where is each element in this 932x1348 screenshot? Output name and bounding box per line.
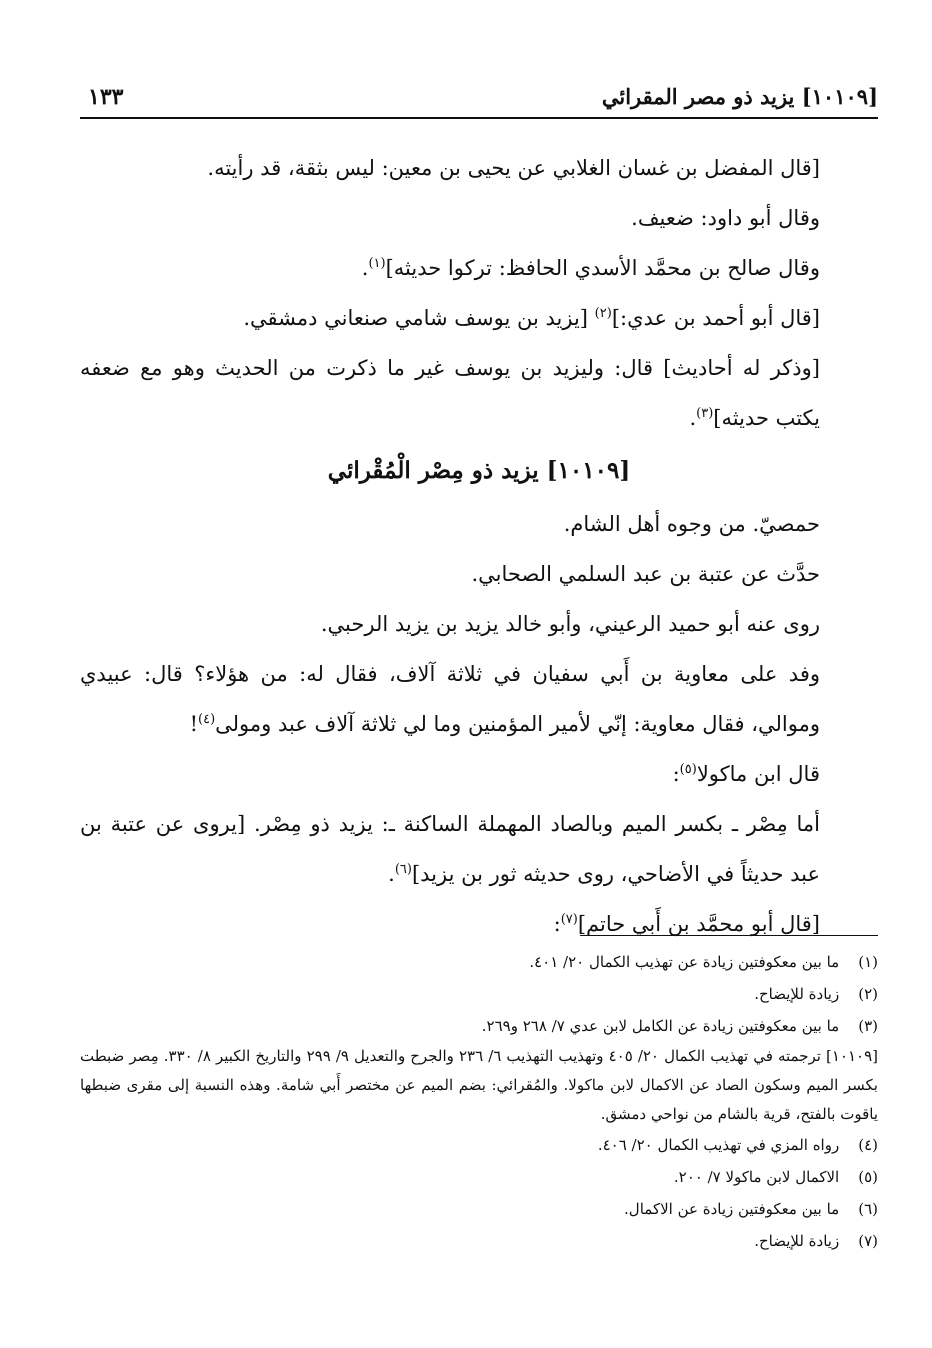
main-text [80, 143, 878, 949]
footnote-number: (٣) [858, 1017, 878, 1035]
paragraph: أما مِصْر ـ بكسر الميم وبالصاد المهملة الساكنة ـ: يزيد ذو مِصْر. [يروى عن عتبة بن عبد حديثاً في الأضاحي، روى حديثه ثور بن يزيد]$^{(٦)}$. [80, 812, 820, 886]
footnote-number: (٢) [858, 985, 878, 1003]
biography-note: [١٠١٠٩] ترجمته في تهذيب الكمال ٢٠/ ٤٠٥ وتهذيب التهذيب ٦/ ٢٣٦ والجرح والتعديل ٩/ ٢٩٩ والتاريخ الكبير ٨/ ٣٣٠. مِصر ضبطت بكسر الميم وسكون الصاد عن الاكمال لابن ماكولا. والمُقرائي: بضم الميم عن مختصر أَبي شامة. وهذه النسبة إلى مقرى ضبطها ياقوت بالفتح، قرية بالشام من نواحي دمشق. [80, 1047, 878, 1123]
footnote [80, 1161, 878, 1193]
footnote-number: (٥) [858, 1168, 878, 1186]
footnote-ref: (٢) [594, 306, 612, 321]
paragraph: وفد على معاوية بن أَبي سفيان في ثلاثة آلاف، فقال له: من هؤلاء؟ قال: عبيدي وموالي، فقال معاوية: إنّي لأمير المؤمنين وما لي ثلاثة آلاف عبد ومولى$^{(٤)}$! [80, 662, 820, 736]
footnotes [80, 946, 878, 1257]
footnote [80, 1129, 878, 1161]
footnote-text: ما بين معكوفتين زيادة عن الكامل لابن عدي ٧/ ٢٦٨ و٢٦٩. [481, 1017, 840, 1035]
footnote-text: رواه المزي في تهذيب الكمال ٢٠/ ٤٠٦. [597, 1136, 840, 1154]
footnote [80, 978, 878, 1010]
footnote-number: (٧) [858, 1232, 878, 1250]
footnote-text: ما بين معكوفتين زيادة عن تهذيب الكمال ٢٠/ ٤٠١. [529, 953, 840, 971]
paragraph: [قال أبو محمَّد بن أَبي حاتم]$^{(٧)}$: [553, 912, 820, 936]
footnote-ref: (٧) [560, 912, 578, 927]
footnote-ref: (٤) [198, 712, 216, 727]
footnote-number: (٤) [858, 1136, 878, 1154]
footnote [80, 946, 878, 978]
footnote-ref: (١) [368, 256, 386, 271]
paragraph: حدَّث عن عتبة بن عبد السلمي الصحابي. [471, 562, 820, 586]
paragraph: حمصيّ. من وجوه أهل الشام. [563, 512, 820, 536]
paragraph: وقال صالح بن محمَّد الأسدي الحافظ: تركوا حديثه]$^{(١)}$. [361, 256, 820, 280]
paragraph: وقال أبو داود: ضعيف. [631, 206, 820, 230]
footnote-ref: (٦) [394, 862, 412, 877]
section-heading: [١٠١٠٩] يزيد ذو مِصْر الْمُقْرائي [327, 457, 631, 484]
footnote-text: الاكمال لابن ماكولا ٧/ ٢٠٠. [673, 1168, 840, 1186]
footnote-text: زيادة للإيضاح. [754, 1232, 840, 1250]
footnote [80, 1010, 878, 1042]
page-number: ١٣٣ [88, 84, 124, 110]
footnote-ref: (٣) [696, 406, 714, 421]
footnote-text: زيادة للإيضاح. [754, 985, 840, 1003]
footnote-number: (١) [858, 953, 878, 971]
footnote [80, 1193, 878, 1225]
footnote-number: (٦) [858, 1200, 878, 1218]
page-header [80, 84, 878, 116]
paragraph: [وذكر له أحاديث] قال: وليزيد بن يوسف غير ما ذكرت من الحديث وهو مع ضعفه يكتب حديثه]$^{(٣)}$. [80, 356, 820, 430]
footnote-ref: (٥) [679, 762, 697, 777]
footnote-text: ما بين معكوفتين زيادة عن الاكمال. [624, 1200, 840, 1218]
paragraph: [قال أبو أحمد بن عدي:]$^{(٢)}$ [يزيد بن يوسف شامي صنعاني دمشقي. [243, 306, 820, 330]
running-title: [١٠١٠٩] يزيد ذو مصر المقرائي [601, 84, 878, 109]
footnote [80, 1225, 878, 1257]
paragraph: روى عنه أبو حميد الرعيني، وأبو خالد يزيد بن يزيد الرحبي. [320, 612, 820, 636]
paragraph: [قال المفضل بن غسان الغلابي عن يحيى بن معين: ليس بثقة، قد رأيته. [207, 156, 820, 180]
header-divider [80, 117, 878, 119]
paragraph: قال ابن ماكولا$^{(٥)}$: [672, 762, 820, 786]
footnote-divider [580, 935, 878, 936]
